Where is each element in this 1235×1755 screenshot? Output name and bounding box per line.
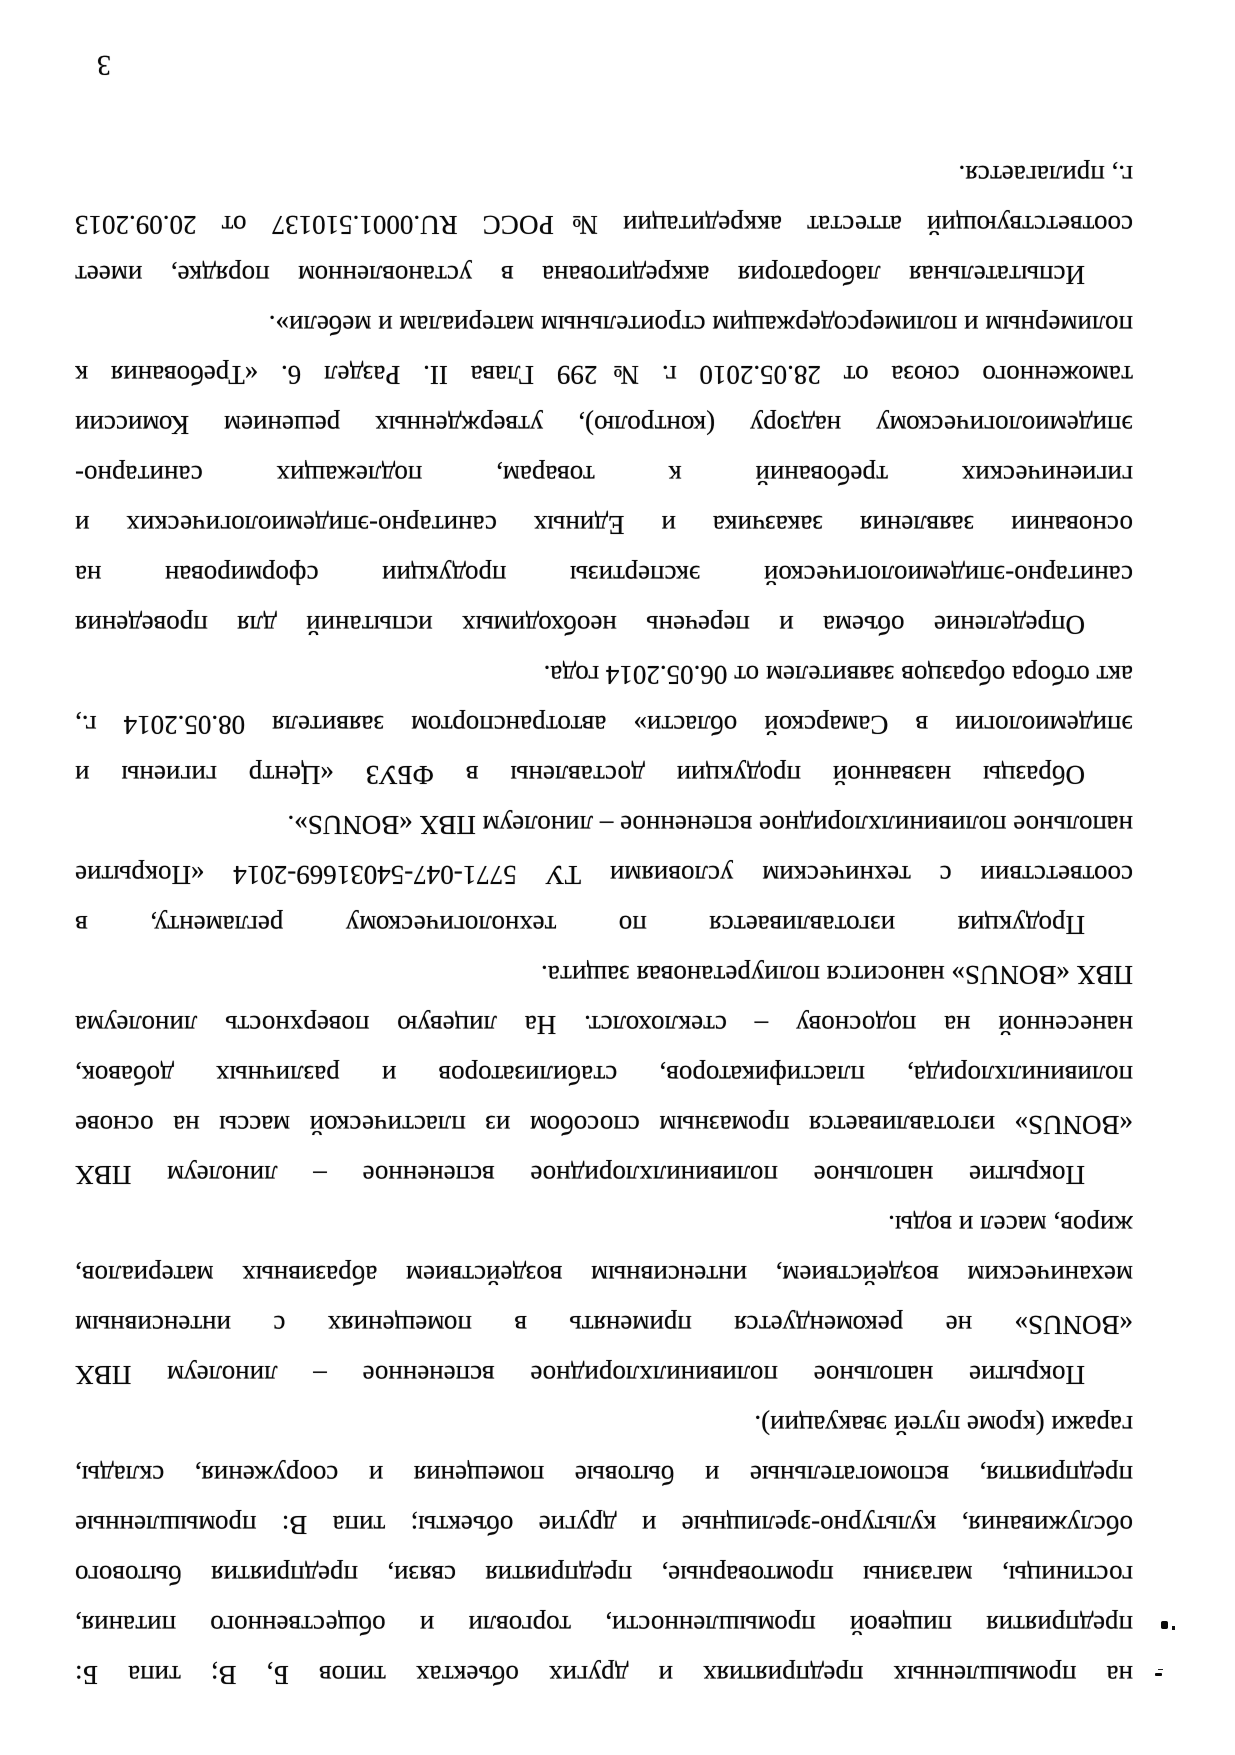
text-block xyxy=(75,150,1133,1700)
text-line: напольное поливинилхлоридное вспененное – линолеум ПВХ «BONUS». xyxy=(287,810,1133,840)
text-line: гаражи (кроме путей эвакуации). xyxy=(754,1410,1133,1440)
text-line: жиров, масел и воды. xyxy=(888,1210,1133,1240)
text-line: акт отбора образцов заявителем от 06.05.2014 года. xyxy=(543,660,1133,690)
text-line: полимерным и полимерсодержащим строительным материалам и мебели». xyxy=(268,310,1133,340)
text-line: поливинилхлорида, пластификаторов, стабилизаторов и различных добавок, xyxy=(75,1060,1133,1090)
text-line: эпидемиологии в Самарской области» автотранспортом заявителя 08.05.2014 г., xyxy=(75,710,1133,740)
text-line: таможенного союза от 28.05.2010 г. №299 Глава II. Раздел 6. «Требования к xyxy=(75,360,1133,390)
text-line: Покрытие напольное поливинилхлоридное вспененное – линолеум ПВХ xyxy=(75,1160,1085,1190)
text-line: соответствии с техническим условиями ТУ 5771-047-54031669-2014 «Покрытие xyxy=(75,860,1133,890)
text-line: механическим воздействием, интенсивным воздействием абразивных материалов, xyxy=(75,1260,1133,1290)
text-line: гостиницы, магазины промтоварные, предприятия связи, предприятия бытового xyxy=(75,1560,1133,1590)
text-line: гигиенических требований к товарам, подлежащих санитарно- xyxy=(75,460,1133,490)
text-line: Испытательная лаборатория аккредитована в установленном порядке, имеет xyxy=(75,260,1085,290)
ink-speck xyxy=(1155,1673,1162,1676)
text-line: Определение объема и перечень необходимых испытаний для проведения xyxy=(75,610,1085,640)
text-line: основании заявления заказчика и Единых санитарно-эпидемиологических и xyxy=(75,510,1133,540)
text-line: г., прилагается. xyxy=(958,160,1133,190)
text-line: Продукция изготавливается по технологическому регламенту, в xyxy=(75,910,1085,940)
text-line: эпидемиологическому надзору (контролю), утвержденных решением Комиссии xyxy=(75,410,1133,440)
text-line: предприятия, вспомогательные и бытовые помещения и сооружения, склады, xyxy=(75,1460,1133,1490)
text-line: обслуживания, культурно-зрелищные и другие объекты; типа В: промышленные xyxy=(75,1510,1133,1540)
text-line: «BONUS» изготавливается промазным способом из пластической массы на основе xyxy=(75,1110,1133,1140)
text-line: соответствующий аттестат аккредитации №РОСС RU.0001.510137 от 20.09.2013 xyxy=(75,210,1133,240)
text-line: предприятия пищевой промышленности, торговли и общественного питания, xyxy=(75,1610,1133,1640)
page-number: 3 xyxy=(97,49,111,80)
text-line: «BONUS» не рекомендуется применять в помещениях с интенсивным xyxy=(75,1310,1133,1340)
text-line: нанесенной на подоснову – стеклохолст. На лицевую поверхность линолеума xyxy=(75,1010,1133,1040)
ink-speck xyxy=(1161,1621,1168,1629)
text-line: санитарно-эпидемиологической экспертизы продукции сформирован на xyxy=(75,560,1133,590)
text-line: Образцы названной продукции доставлены в ФБУЗ «Центр гигиены и xyxy=(75,760,1085,790)
text-line: ПВХ «BONUS» наносится полиуретановая защита. xyxy=(541,960,1133,990)
text-line: на промышленных предприятиях и других объектах типов Б, В; типа Б: xyxy=(75,1660,1133,1690)
text-line: Покрытие напольное поливинилхлоридное вспененное – линолеум ПВХ xyxy=(75,1360,1085,1390)
